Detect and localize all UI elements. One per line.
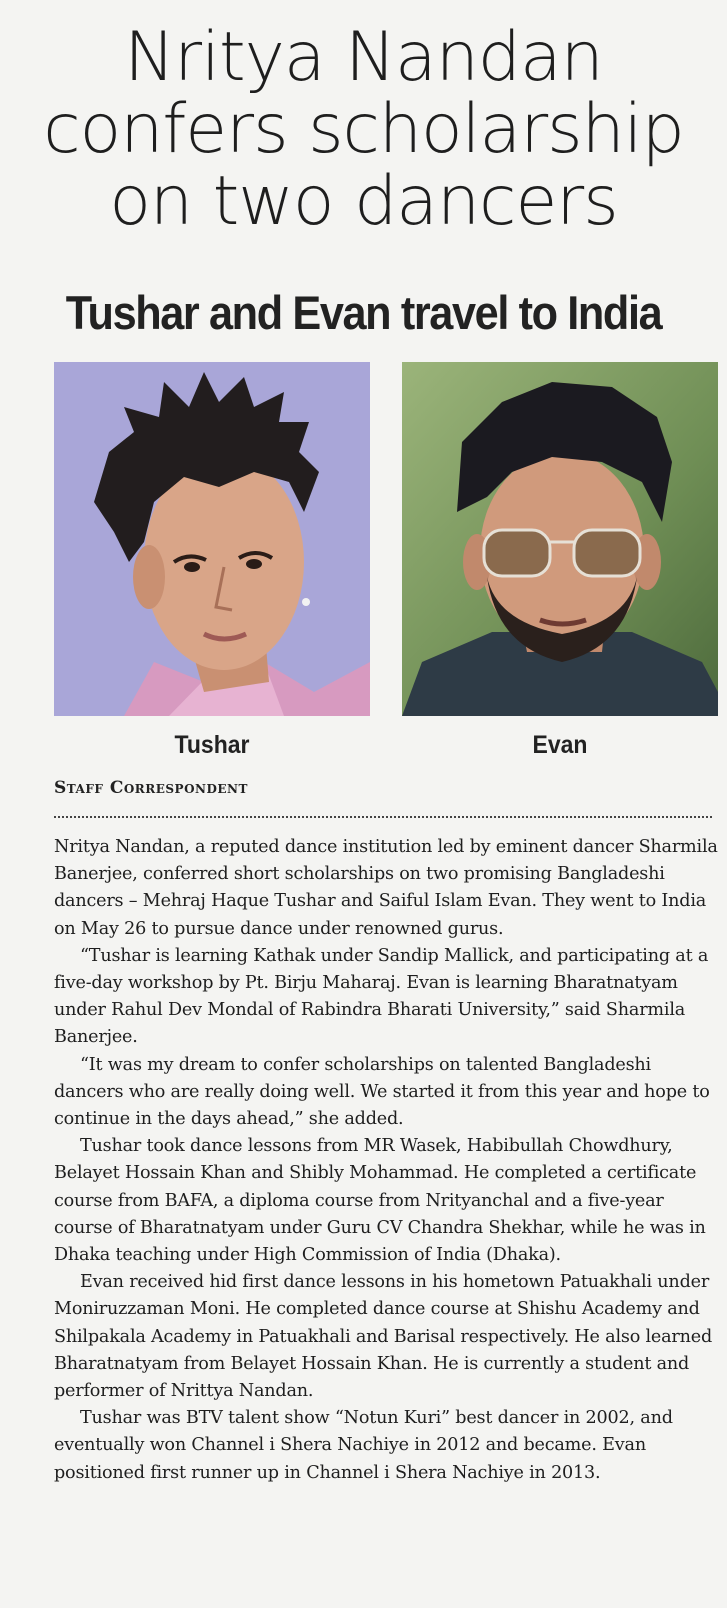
paragraph: “Tushar is learning Kathak under Sandip Mallick, and participating at a five-day workshop by Pt. Birju Maharaj. Evan is learning Bharatnatyam under Rahul Dev Mondal of Rabindra Bharati University,” said Sharmila Banerjee. (54, 945, 709, 1048)
paragraph: Nritya Nandan, a reputed dance institution led by eminent dancer Sharmila Banerjee, conferred short scholarships on two promising Bangladeshi dancers – Mehraj Haque Tushar and Saiful Islam Evan. They went to India on May 26 to pursue dance under renowned gurus. (54, 837, 718, 939)
subheadline: Tushar and Evan travel to India (65, 286, 662, 339)
photo-evan (402, 362, 718, 716)
photo-caption-evan: Evan (532, 731, 588, 759)
paragraph: “It was my dream to confer scholarships on talented Bangladeshi dancers who are really doing well. We started it from this year and hope to continue in the days ahead,” she added. (54, 1054, 710, 1130)
portrait-tushar (54, 362, 370, 716)
paragraph: Evan received hid first dance lessons in his hometown Patuakhali under Moniruzzaman Moni. He completed dance course at Shishu Academy and Shilpakala Academy in Patuakhali and Barisal respectively. He also learned Bharatnatyam from Belayet Hossain Khan. He is currently a student and performer of Nrittya Nandan. (54, 1272, 713, 1402)
headline-line-2: confers scholarship (43, 90, 684, 169)
paragraph: Tushar took dance lessons from MR Wasek, Habibullah Chowdhury, Belayet Hossain Khan and Shibly Mohammad. He completed a certificate course from BAFA, a diploma course from Nrityanchal and a five-year course of Bharatnatyam under Guru CV Chandra Shekhar, while he was in Dhaka teaching under High Commission of India (Dhaka). (54, 1136, 706, 1266)
photo-tushar (54, 362, 370, 716)
headline-line-1: Nritya Nandan (124, 18, 603, 97)
photo-caption-tushar: Tushar (174, 731, 250, 759)
byline: Staff Correspondent (54, 778, 248, 798)
portrait-evan (402, 362, 718, 716)
headline-line-3: on two dancers (109, 162, 618, 241)
dotted-divider (54, 816, 712, 818)
headline (0, 18, 727, 241)
article-body (54, 834, 719, 1487)
paragraph: Tushar was BTV talent show “Notun Kuri” best dancer in 2002, and eventually won Channel i Shera Nachiye in 2012 and became. Evan positioned first runner up in Channel i Shera Nachiye in 2013. (54, 1408, 673, 1483)
